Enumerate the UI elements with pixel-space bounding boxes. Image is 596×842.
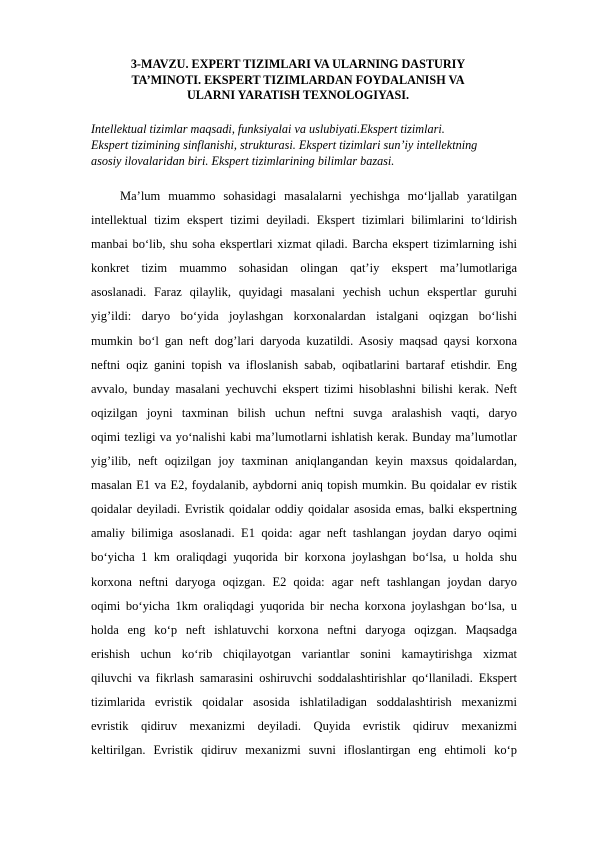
abstract-line: Ekspert tizimining sinflanishi, strukturasi. Ekspert tizimlari sun’iy intellektning (91, 138, 478, 152)
paragraph-line: mumkin bo‘l gan neft dog’lari daryoda kuzatildi. Asosiy maqsad qaysi korxona (91, 333, 517, 348)
paragraph-line: oqimi bo‘yicha 1km oraliqdagi yuqorida bir necha korxona joylashgan bo‘lsa, u (91, 598, 517, 613)
abstract-line: Intellektual tizimlar maqsadi, funksiyalai va uslubiyati.Ekspert tizimlari. (91, 122, 445, 136)
title-line: TA’MINOTI. EKSPERT TIZIMLARDAN FOYDALANISH VA (131, 72, 465, 87)
paragraph-line: yig’ilib, neft oqizilgan joy taxminan aniqlangandan keyin maxsus qoidalardan, (91, 454, 517, 469)
abstract-line: asosiy ilovalaridan biri. Ekspert tizimlarining bilimlar bazasi. (91, 154, 395, 168)
paragraph-line: yig’ildi: daryo bo‘yida joylashgan korxonalardan istalgani oqizgan bo‘lishi (91, 309, 517, 324)
paragraph-line: keltirilgan. Evristik qidiruv mexanizmi suvni ifloslantirgan eng ehtimoli ko‘p (91, 743, 517, 758)
topic-title (70, 57, 526, 104)
paragraph-line: tizimlarida evristik qoidalar asosida ishlatiladigan soddalashtirish mexanizmi (91, 694, 517, 709)
paragraph-line: avvalo, bunday masalani yechuvchi ekspert tizimi hisoblashni bilishi kerak. Neft (91, 381, 517, 396)
paragraph-line: qiluvchi va fikrlash samarasini oshiruvchi soddalashtirishlar qo‘llaniladi. Ekspert (91, 670, 517, 685)
body-paragraph (91, 184, 517, 762)
paragraph-line: oqimi tezligi va yo‘nalishi kabi ma’lumotlarni ishlatish kerak. Bunday ma’lumotlar (91, 429, 517, 444)
paragraph-line: holda eng ko‘p neft ishlatuvchi korxona neftni daryoga oqizgan. Maqsadga (91, 622, 517, 637)
paragraph-line: konkret tizim muammo sohasidan olingan qat’iy ekspert ma’lumotlariga (91, 261, 517, 276)
paragraph-line: erishish uchun ko‘rib chiqilayotgan variantlar sonini kamaytirishga xizmat (91, 646, 517, 661)
paragraph-line: masalan E1 va E2, foydalanib, aybdorni aniq topish mumkin. Bu qoidalar ev ristik (91, 478, 517, 493)
title-line: 3-MAVZU. EXPERT TIZIMLARI VA ULARNING DASTURIY (130, 57, 466, 71)
paragraph-line: intellektual tizim ekspert tizimi deyiladi. Ekspert tizimlari bilimlarini to‘ldirish (91, 213, 517, 228)
paragraph-line: korxona neftni daryoga oqizgan. E2 qoida: agar neft tashlangan joydan daryo (91, 574, 517, 589)
paragraph-line: asoslanadi. Faraz qilaylik, quyidagi masalani yechish uchun ekspertlar guruhi (91, 285, 517, 300)
paragraph-line: manbai bo‘lib, shu soha ekspertlari xizmat qiladi. Barcha ekspert tizimlarning ishi (91, 237, 517, 252)
paragraph-line: qoidalar deyiladi. Evristik qoidalar oddiy qoidalar asosida emas, balki ekspertning (91, 502, 517, 517)
paragraph-line: bo‘yicha 1 km oraliqdagi yuqorida bir korxona joylashgan bo‘lsa, u holda shu (91, 550, 517, 565)
title-line: ULARNI YARATISH TEXNOLOGIYASI. (186, 88, 410, 102)
paragraph-line: amaliy bilimiga asoslanadi. E1 qoida: agar neft tashlangan joydan daryo oqimi (91, 526, 517, 541)
paragraph-line: Ma’lum muammo sohasidagi masalalarni yechishga mo‘ljallab yaratilgan (120, 189, 517, 203)
topic-abstract (91, 121, 561, 169)
paragraph-line: neftni oqiz ganini topish va ifloslanish sabab, oqibatlarini bartaraf etishdir. Eng (91, 357, 517, 372)
paragraph-line: evristik qidiruv mexanizmi deyiladi. Quyida evristik qidiruv mexanizmi (91, 719, 517, 734)
paragraph-line: oqizilgan joyni taxminan bilish uchun neftni suvga aralashish vaqti, daryo (91, 405, 517, 420)
